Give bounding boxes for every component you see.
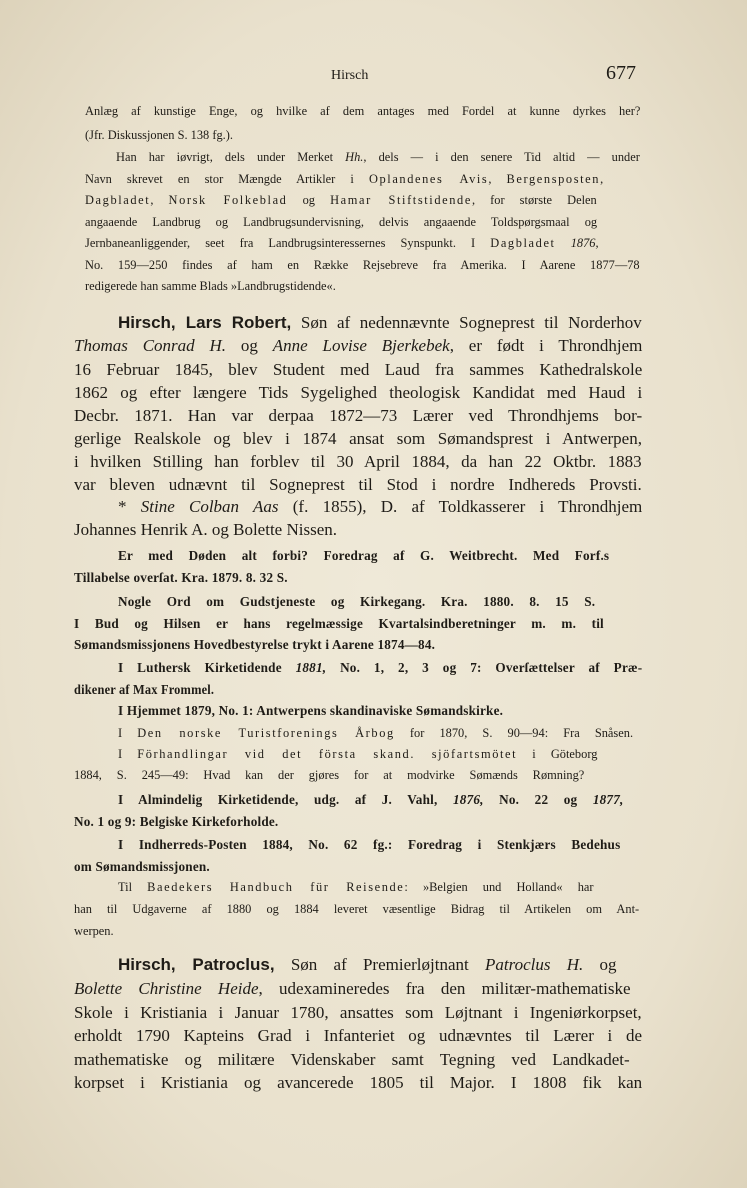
running-header [0,62,747,88]
text-line: 1862 og efter længere Tids Sygelighed theologisk Kandidat med Haud i [74,383,643,402]
text-line: Anlæg af kunstige Enge, og hvilke af dem antages med Fordel at kunne dyrkes her? [85,104,641,118]
text-line: I Den norske Turistforenings Årbog for 1870, S. 90—94: Fra Snåsen. [118,726,634,740]
entry-heading-line: Hirsch, Patroclus, Søn af Premierløjtnant Patroclus H. og [118,955,617,974]
page-number: 677 [606,62,636,84]
text-line: I Indherreds-Posten 1884, No. 62 fg.: Foredrag i Stenkjærs Bedehus [118,837,621,852]
text-line: Tillabelse overſat. Kra. 1879. 8. 32 S. [74,570,288,585]
text-line: I Hjemmet 1879, No. 1: Antwerpens skandinaviske Sømandskirke. [118,703,504,718]
text-line: * Stine Colban Aas (f. 1855), D. af Toldkasserer i Throndhjem [118,497,643,516]
text-line: Til Baedekers Handbuch für Reisende: »Belgien und Holland« har [118,880,594,894]
text-line: No. 159—250 findes af ham en Række Rejsebreve fra Amerika. I Aarene 1877—78 [85,258,640,272]
text-line: gerlige Realskole og blev i 1874 ansat som Sømandsprest i Antwerpen, [74,429,642,448]
running-title: Hirsch [331,68,369,83]
text-line: dikener af Max Frommel. [74,682,215,697]
text-line: werpen. [74,924,114,938]
entry-heading-line: Hirsch, Lars Robert, Søn af nedennævnte Sogneprest til Norderhov [118,313,642,332]
text-line: I Förhandlingar vid det första skand. sjöfartsmötet i Göteborg [118,747,598,761]
text-line: Sømandsmissjonens Hovedbestyrelse trykt i Aarene 1874—84. [74,637,436,652]
text-line: Han har iøvrigt, dels under Merket Hh., dels — i den senere Tid altid — under [116,150,640,164]
text-line: Dagbladet, Norsk Folkeblad og Hamar Stiftstidende, for største Delen [85,193,597,207]
text-line: Nogle Ord om Gudstjeneste og Kirkegang. Kra. 1880. 8. 15 S. [118,594,596,609]
text-line: korpset i Kristiania og avancerede 1805 til Major. I 1808 fik kan [74,1073,643,1092]
text-line: var bleven udnævnt til Sogneprest til Stod i nordre Indhereds Provsti. [74,475,642,494]
entry-name: Hirsch, Lars Robert, [118,313,292,332]
text-line: Navn skrevet en stor Mængde Artikler i Oplandenes Avis, Bergensposten, [85,172,604,186]
text-line: Bolette Christine Heide, udexamineredes fra den militær-mathematiske [74,979,631,998]
text-line: I Luthersk Kirketidende 1881, No. 1, 2, 3 og 7: Overſættelser af Præ- [118,660,643,675]
text-line: I Almindelig Kirketidende, udg. af J. Vahl, 1876, No. 22 og 1877, [118,792,624,807]
text-line: erholdt 1790 Kapteins Grad i Infanteriet og udnævntes til Lærer i de [74,1026,643,1045]
text-line: om Sømandsmissjonen. [74,859,210,874]
text-line: I Bud og Hilsen er hans regelmæssige Kvartalsindberetninger m. m. til [74,616,604,631]
text-line: Jernbaneanliggender, seet fra Landbrugsinteressernes Synspunkt. I Dagbladet 1876, [85,236,599,250]
text-line: Thomas Conrad H. og Anne Lovise Bjerkebek, er født i Throndhjem [74,336,643,355]
text-line: han til Udgaverne af 1880 og 1884 leveret væsentlige Bidrag til Artikelen om Ant- [74,902,640,916]
text-line: angaaende Landbrug og Landbrugsundervisning, delvis angaaende Toldspørgsmaal og [85,215,598,229]
text-line: Skole i Kristiania i Januar 1780, ansattes som Løjtnant i Ingeniørkorpset, [74,1003,642,1022]
text-line: Er med Døden alt forbi? Foredrag af G. Weitbrecht. Med Forf.s [118,548,610,563]
text-line: 16 Februar 1845, blev Student med Laud fra sammes Kathedralskole [74,360,643,379]
text-line: i hvilken Stilling han forblev til 30 April 1884, da han 22 Oktbr. 1883 [74,452,642,471]
text-line: Johannes Henrik A. og Bolette Nissen. [74,520,337,539]
text-line: (Jfr. Diskussjonen S. 138 fg.). [85,128,233,142]
entry-name: Hirsch, Patroclus, [118,955,275,974]
text-line: redigerede han samme Blads »Landbrugstidende«. [85,279,336,293]
text-line: 1884, S. 245—49: Hvad kan der gjøres for at modvirke Sømænds Rømning? [74,768,585,782]
text-line: No. 1 og 9: Belgiske Kirkeforholde. [74,814,279,829]
text-line: mathematiske og militære Videnskaber samt Tegning ved Landkadet- [74,1050,630,1069]
text-line: Decbr. 1871. Han var derpaa 1872—73 Lærer ved Throndhjems bor- [74,406,643,425]
